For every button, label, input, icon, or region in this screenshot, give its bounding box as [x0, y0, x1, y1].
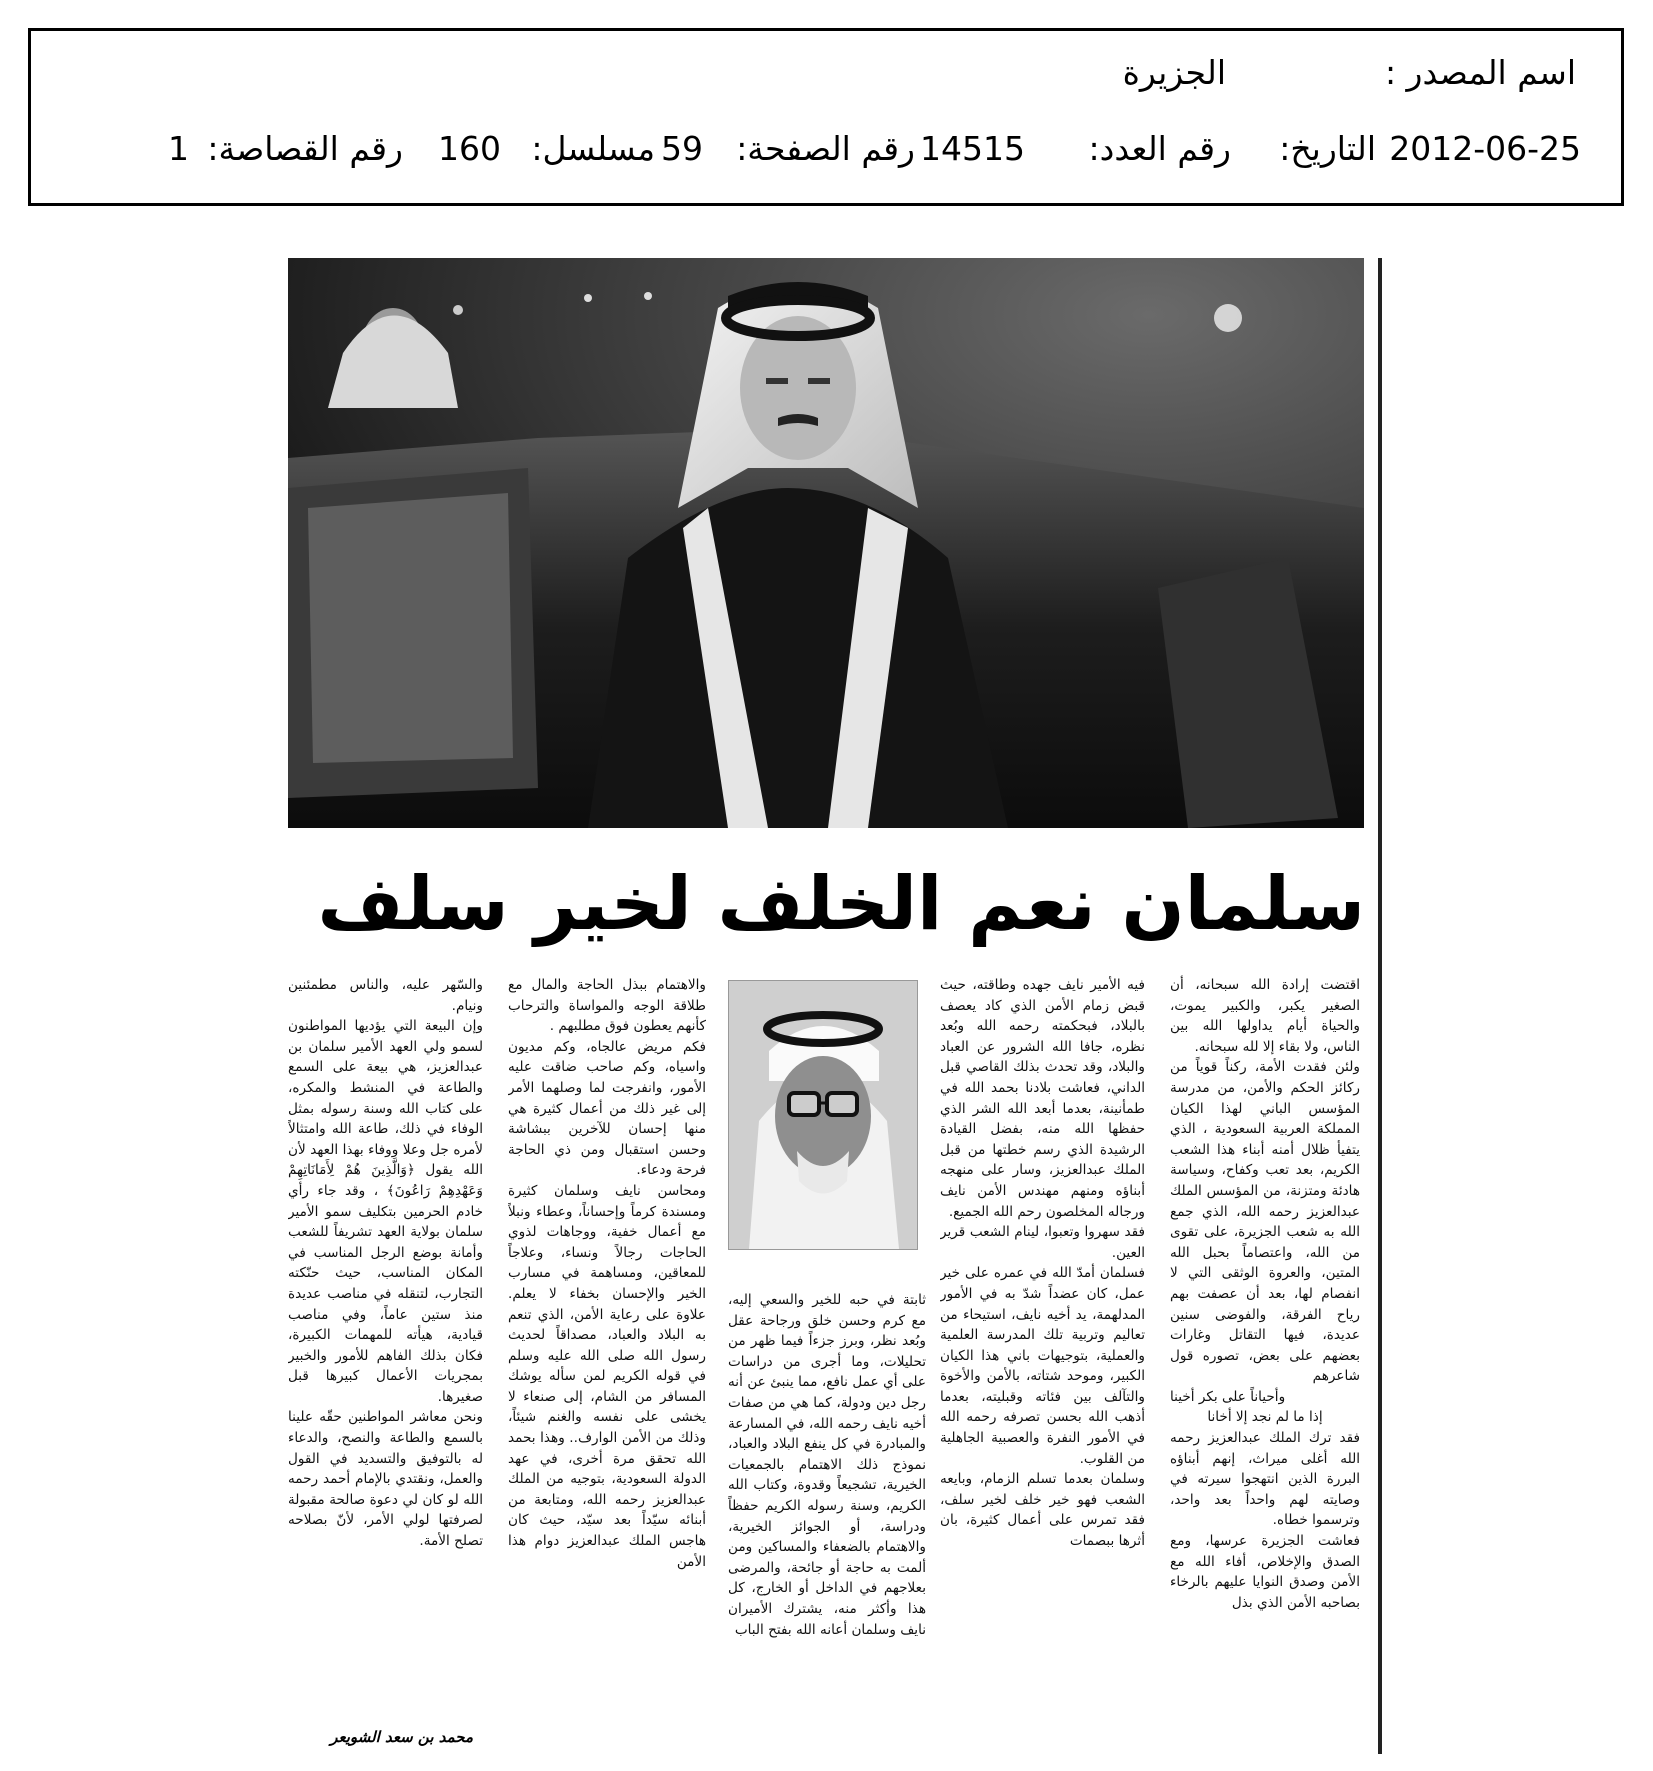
paragraph: وإن البيعة التي يؤديها المواطنون لسمو ولي العهد الأمير سلمان بن عبدالعزيز، هي بيعة على السمع والطاعة في المنشط والمكره، على كتاب الله وسنة رسوله بمثل الوفاء في ذلك، طاعة الله وامتثالاً لأمره جل وعلا ووفاء بهذا العهد لأن الله يقول ﴿وَالَّذِينَ هُمْ لِأَمَانَاتِهِمْ وَعَهْدِهِمْ رَاعُونَ﴾ ، وقد جاء رأي خادم الحرمين بتكليف سمو الأمير سلمان بولاية العهد تشريفاً للشعب وأمانة بوضع الرجل المناسب في المكان المناسب، حيث حنّكته التجارب، لتنقله في مناصب عديدة منذ ستين عاماً، وفي مناصب قيادية، هيأته للمهمات الكبيرة، فكان بذلك الفاهم للأمور والخبير بمجريات الأعمال كبيرها قبل صغيرها. — [288, 1018, 483, 1405]
article-headline: سلمان نعم الخلف لخير سلف — [317, 861, 1365, 947]
source-label: اسم المصدر : — [1384, 53, 1576, 92]
paragraph: ومحاسن نايف وسلمان كثيرة ومسندة كرماً وإحساناً، وعطاء ونبلاً مع أعمال خفية، ووجاهات لذوي الحاجات رجالاً ونساء، وعلاجاً للمعاقين، ومساهمة في مسارب الخير والإحسان بخفاء لا يعلم. علاوة على رعاية الأمن، الذي تنعم به البلاد والعباد، مصداقاً لحديث رسول الله صلى الله عليه وسلم في قوله الكريم لمن سأله يوشك المسافر من الشام، إلى صنعاء لا يخشى على نفسه والغنم شيئاً، وذلك من الأمن الوارف.. وهذا بحمد الله تحقق مرة أخرى، في عهد الدولة السعودية، بتوجيه من الملك عبدالعزيز رحمه الله، ومتابعة من أبنائه سيّداً بعد سيّد، حيث كان هاجس الملك عبدالعزيز دوام هذا الأمن — [508, 1182, 706, 1570]
date-label: التاريخ: — [1279, 129, 1376, 168]
article-column-2 — [940, 975, 1145, 1755]
article-column-5 — [288, 975, 483, 1715]
article-column-4 — [508, 975, 706, 1755]
author-portrait — [728, 980, 918, 1250]
poem-verse: إذا ما لم نجد إلا أخانا — [1207, 1409, 1323, 1426]
paragraph: فعاشت الجزيرة عرسها، ومع الصدق والإخلاص، أفاء الله مع الأمن وصدق النوايا عليهم بالرخاء بصاحبه الأمن الذي بذل — [1170, 1533, 1360, 1611]
date-value: 2012-06-25 — [1389, 129, 1581, 168]
issue-value: 14515 — [920, 129, 1025, 168]
page-value: 59 — [661, 129, 703, 168]
column-rule — [1378, 258, 1382, 1754]
clip-value: 1 — [168, 129, 189, 168]
article-photo — [288, 258, 1364, 828]
clipping-info-box — [28, 28, 1624, 206]
page-label: رقم الصفحة: — [736, 129, 915, 168]
article-column-1 — [1170, 975, 1360, 1755]
paragraph: والاهتمام ببذل الحاجة والمال مع طلاقة الوجه والمواساة والترحاب كأنهم يعطون فوق مطلبهم . — [508, 977, 706, 1035]
paragraph: فيه الأمير نايف جهده وطاقته، حيث قبض زمام الأمن الذي كاد يعصف بالبلاد، فبحكمته رحمه الله وبُعد نظره، جافا الله الشرور عن العباد والبلاد، وقد تحدث بذلك القاصي قبل الداني، فعاشت بلادنا بحمد الله في طمأنينة، بعدما أبعد الله الشر الذي حفظها الله منه، بفضل القيادة الرشيدة الذي رسم خطتها من قبل الملك عبدالعزيز، وسار على منهجه أبناؤه ومنهم مهندس الأمن نايف ورجاله المخلصون رحم الله الجميع. — [940, 977, 1145, 1220]
source-value: الجزيرة — [1122, 53, 1226, 92]
paragraph: وسلمان بعدما تسلم الزمام، وبايعه الشعب فهو خير خلف لخير سلف، فقد تمرس على أعمال كثيرة، بان أثرها ببصمات — [940, 1471, 1145, 1550]
serial-value: 160 — [438, 129, 501, 168]
issue-label: رقم العدد: — [1088, 129, 1231, 168]
poem-verse: وأحياناً على بكر أخينا — [1170, 1388, 1286, 1405]
paragraph: ولئن فقدت الأمة، ركناً قوياً من ركائز الحكم والأمن، من مدرسة المؤسس الباني لهذا الكيان المملكة العربية السعودية ، الذي يتفيأ ظلال أمنه أبناء هذا الشعب الكريم، بعد تعب وكفاح، وسياسة هادئة ومتزنة، من المؤسس الملك عبدالعزيز رحمه الله، الذي جمع الله به شعب الجزيرة، على تقوى من الله، واعتصاماً بحبل الله المتين، والعروة الوثقى التي لا انفصام لها، بعد أن عصفت بهم رياح الفرقة، والفوضى سنين عديدة، فيها التقاتل وغارات بعضهم على بعض، تصوره قول شاعرهم — [1170, 1059, 1360, 1385]
paragraph: ونحن معاشر المواطنين حقّه علينا بالسمع والطاعة والنصح، والدعاء له بالتوفيق والتسديد في القول والعمل، ونقتدي بالإمام أحمد رحمه الله لو كان لي دعوة صالحة مقبولة لصرفتها لولي الأمر، لأنّ بصلاحه تصلح الأمة. — [288, 1409, 483, 1550]
paragraph: فقد ترك الملك عبدالعزيز رحمه الله أغلى ميراث، إنهم أبناؤه البررة الذين انتهجوا سيرته في وصايته لهم واحداً بعد واحد، وترسموا خطاه. — [1170, 1430, 1360, 1529]
serial-label: مسلسل: — [531, 129, 655, 168]
paragraph: والسّهر عليه، والناس مطمئنين ونيام. — [288, 977, 483, 1014]
photo-illustration — [288, 258, 1364, 828]
paragraph: ثابتة في حبه للخير والسعي إليه، مع كرم وحسن خلق ورجاحة عقل وبُعد نظر، وبرز جزءاً فيما ظهر من تحليلات، وما أجرى من دراسات على أي عمل نافع، مما ينبئ عن أنه رجل دين ودولة، كما هي من صفات أخيه نايف رحمه الله، في المسارعة والمبادرة في كل ينفع البلاد والعباد، نموذج ذلك الاهتمام بالجمعيات الخيرية، تشجيعاً وقدوة، وكتاب الله الكريم، وسنة رسوله الكريم حفظاً ودراسة، أو الجوائز الخيرية، والاهتمام بالضعفاء والمساكين ومن ألمت به حاجة أو جائحة، والمرضى بعلاجهم في الداخل أو الخارج، كل هذا وأكثر منه، يشترك الأميران نايف وسلمان أعانه الله بفتح الباب — [728, 1292, 926, 1638]
clip-label: رقم القصاصة: — [207, 129, 403, 168]
paragraph: فقد سهروا وتعبوا، لينام الشعب قرير العين. — [940, 1224, 1145, 1261]
author-byline: محمد بن سعد الشويعر — [330, 1728, 473, 1746]
article-column-3 — [728, 1290, 926, 1755]
portrait-illustration — [729, 981, 917, 1249]
paragraph: اقتضت إرادة الله سبحانه، أن الصغير يكبر، والكبير يموت، والحياة أيام يداولها الله بين الناس، ولا بقاء إلا لله سبحانه. — [1170, 977, 1360, 1055]
paragraph: فكم مريض عالجاه، وكم مديون واسياه، وكم صاحب ضاقت عليه الأمور، وانفرجت لما وصلهما الأمر إلى غير ذلك من أعمال كثيرة هي منها إحسان للآخرين ببشاشة وحسن استقبال ومن ذي الحاجة فرحة ودعاء. — [508, 1038, 706, 1179]
paragraph: فسلمان أمدّ الله في عمره على خير عمل، كان عضداً شدّ به في الأمور المدلهمة، يد أخيه نايف، استيحاء من تعاليم وتربية تلك المدرسة العلمية والعملية، بتوجيهات باني هذا الكيان الكبير، وموحد شتاته، بالأمن والأخوة والتآلف بين فئاته وقبليته، بعدما أذهب الله بحسن تصرفه رحمه الله في الأمور النفرة والعصبية الجاهلية من القلوب. — [940, 1265, 1145, 1467]
